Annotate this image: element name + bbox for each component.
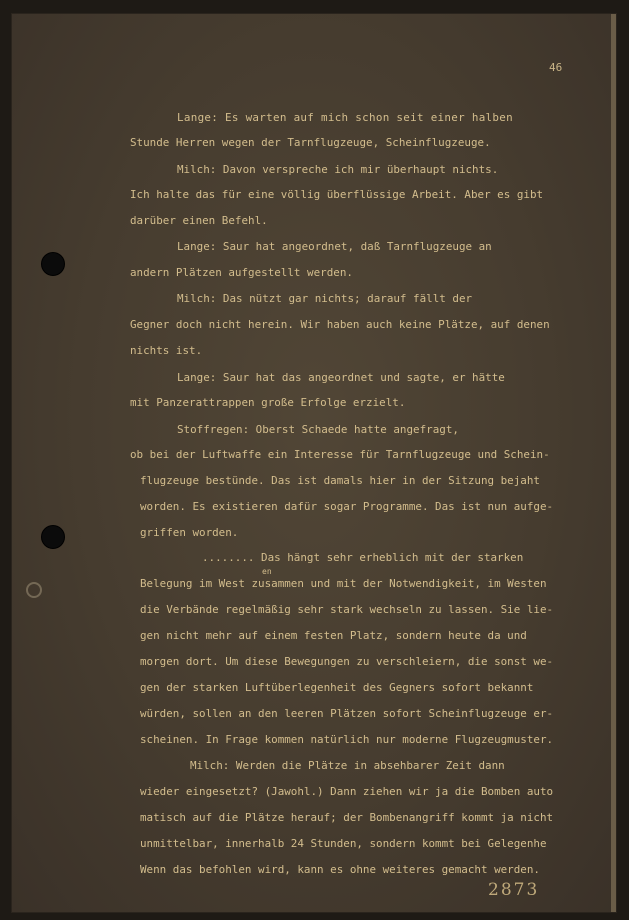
document-page	[11, 13, 617, 913]
text-line: Lange: Saur hat das angeordnet und sagte, er hätte	[177, 371, 505, 384]
text-line: Milch: Werden die Plätze in absehbarer Zeit dann	[190, 759, 505, 772]
text-line: Stoffregen: Oberst Schaede hatte angefragt,	[177, 423, 459, 436]
text-line: unmittelbar, innerhalb 24 Stunden, sondern kommt bei Gelegenhe	[140, 837, 547, 850]
clip-mark	[26, 582, 42, 598]
text-line: Milch: Davon verspreche ich mir überhaupt nichts.	[177, 163, 499, 176]
text-line: gen der starken Luftüberlegenheit des Gegners sofort bekannt	[140, 681, 534, 694]
text-line: matisch auf die Plätze herauf; der Bombenangriff kommt ja nicht	[140, 811, 554, 824]
text-line: würden, sollen an den leeren Plätzen sofort Scheinflugzeuge er-	[140, 707, 554, 720]
text-line: mit Panzerattrappen große Erfolge erzielt.	[130, 396, 406, 409]
text-line: wieder eingesetzt? (Jawohl.) Dann ziehen wir ja die Bomben auto	[140, 785, 554, 798]
punch-hole-bottom	[41, 525, 65, 549]
text-line: die Verbände regelmäßig sehr stark wechseln zu lassen. Sie lie-	[140, 603, 554, 616]
text-line: ........ Das hängt sehr erheblich mit der starken	[202, 551, 524, 564]
text-line: Wenn das befohlen wird, kann es ohne weiteres gemacht werden.	[140, 863, 540, 876]
text-line: Lange: Saur hat angeordnet, daß Tarnflugzeuge an	[177, 240, 492, 253]
text-line: nichts ist.	[130, 344, 203, 357]
text-line: griffen worden.	[140, 526, 239, 539]
text-line: andern Plätzen aufgestellt werden.	[130, 266, 353, 279]
text-line: Ich halte das für eine völlig überflüssige Arbeit. Aber es gibt	[130, 188, 544, 201]
text-line: Stunde Herren wegen der Tarnflugzeuge, Scheinflugzeuge.	[130, 136, 491, 149]
text-line: scheinen. In Frage kommen natürlich nur moderne Flugzeugmuster.	[140, 733, 554, 746]
text-line: darüber einen Befehl.	[130, 214, 268, 227]
text-line: Lange: Es warten auf mich schon seit einer halben	[177, 111, 513, 124]
punch-hole-top	[41, 252, 65, 276]
text-line: flugzeuge bestünde. Das ist damals hier in der Sitzung bejaht	[140, 474, 540, 487]
text-line: Gegner doch nicht herein. Wir haben auch keine Plätze, auf denen	[130, 318, 550, 331]
archive-page-number: 2873	[488, 880, 540, 900]
text-line: worden. Es existieren dafür sogar Programme. Das ist nun aufge-	[140, 500, 554, 513]
text-line: morgen dort. Um diese Bewegungen zu verschleiern, die sonst we-	[140, 655, 554, 668]
text-line: Belegung im West zusammen und mit der Notwendigkeit, im Westen	[140, 577, 547, 590]
page-number: 46	[549, 61, 563, 74]
text-line: gen nicht mehr auf einem festen Platz, sondern heute da und	[140, 629, 527, 642]
text-line: ob bei der Luftwaffe ein Interesse für Tarnflugzeuge und Schein-	[130, 448, 550, 461]
paper-edge	[611, 14, 616, 912]
text-line: Milch: Das nützt gar nichts; darauf fällt der	[177, 292, 473, 305]
interlinear-insert: en	[262, 567, 272, 576]
